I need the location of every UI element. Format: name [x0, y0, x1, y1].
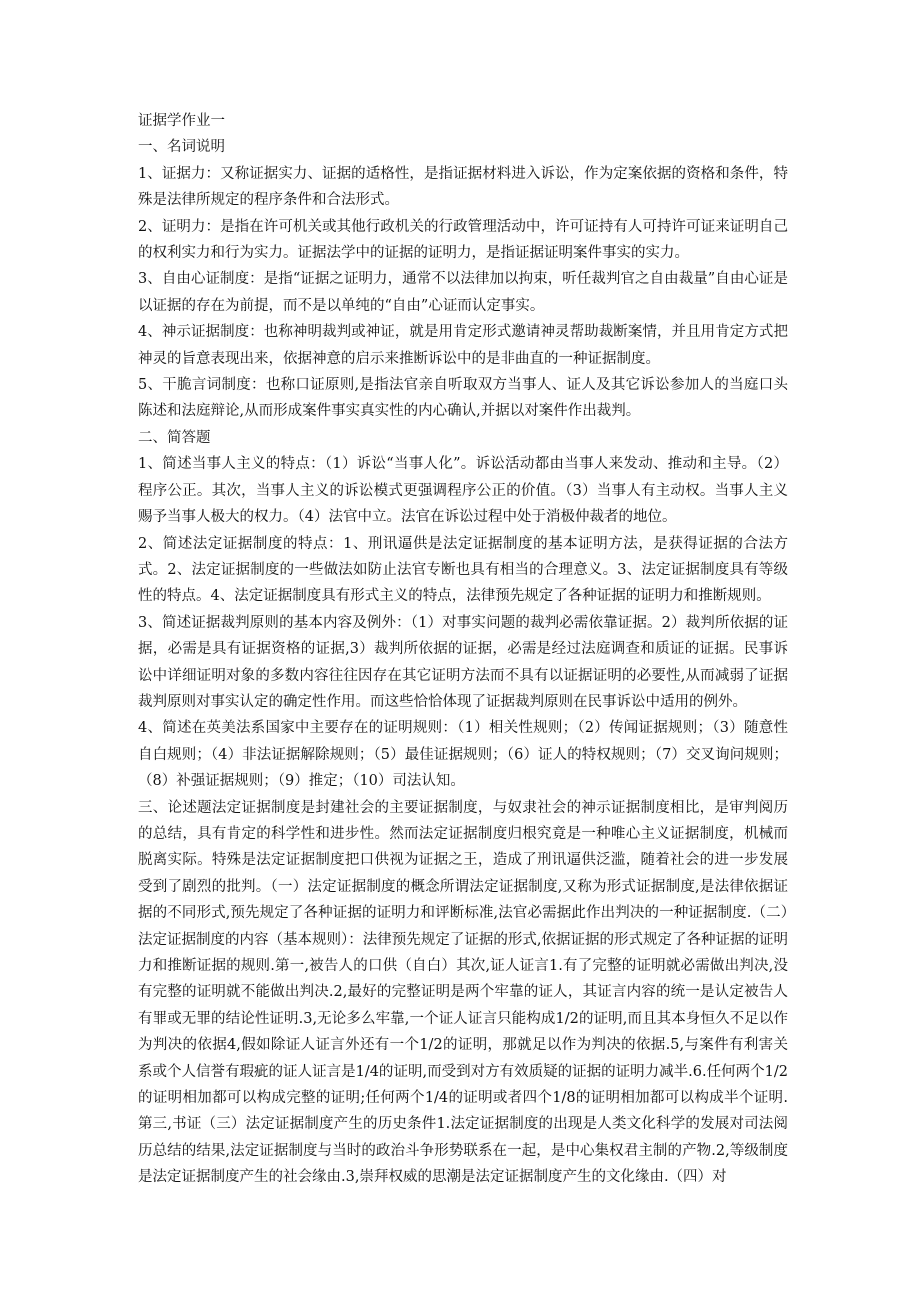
document-title: 证据学作业一: [138, 113, 225, 129]
section2-heading: 二、简答题: [138, 429, 211, 446]
answer-paragraph: 2、简述法定证据制度的特点：1、刑讯逼供是法定证据制度的基本证明方法，是获得证据的合法方式。2、法定证据制度的一些做法如防止法官专断也具有相当的合理意义。3、法定证据制度具有等级性的特点。4、法定证据制度具有形式主义的特点，法律预先规定了各种证据的证明力和推断规则。: [138, 535, 788, 605]
answer-paragraph: 3、简述证据裁判原则的基本内容及例外：（1）对事实问题的裁判必需依靠证据。2）裁判所依据的证据，必需是具有证据资格的证据,3）裁判所依据的证据，必需是经过法庭调查和质证的证据。民事诉讼中详细证明对象的多数内容往往因存在其它证明方法而不具有以证据证明的必要性,从而减弱了证据裁判原则对事实认定的确定性作用。而这些恰恰体现了证据裁判原则在民事诉讼中适用的例外。: [138, 614, 788, 710]
definition-paragraph: 1、证据力：又称证据实力、证据的适格性，是指证据材料进入诉讼，作为定案依据的资格和条件，特殊是法律所规定的程序条件和合法形式。: [138, 165, 788, 209]
definition-paragraph: 2、证明力：是指在许可机关或其他行政机关的行政管理活动中，许可证持有人可持许可证来证明自己的权利实力和行为实力。证据法学中的证据的证明力，是指证据证明案件事实的实力。: [138, 218, 788, 262]
document-page: [138, 108, 788, 1191]
answer-paragraph: 1、简述当事人主义的特点：（1）诉讼“当事人化”。诉讼活动都由当事人来发动、推动和主导。（2）程序公正。其次，当事人主义的诉讼模式更强调程序公正的价值。（3）当事人有主动权。当事人主义赐予当事人极大的权力。（4）法官中立。法官在诉讼过程中处于消极仲裁者的地位。: [138, 456, 788, 526]
essay-paragraph: 三、论述题法定证据制度是封建社会的主要证据制度，与奴隶社会的神示证据制度相比，是审判阅历的总结，具有肯定的科学性和进步性。然而法定证据制度归根究竟是一种唯心主义证据制度，机械而脱离实际。特殊是法定证据制度把口供视为证据之王，造成了刑讯逼供泛滥，随着社会的进一步发展受到了剧烈的批判。（一）法定证据制度的概念所谓法定证据制度,又称为形式证据制度,是法律依据证据的不同形式,预先规定了各种证据的证明力和评断标准,法官必需据此作出判决的一种证据制度.（二）法定证据制度的内容（基本规则）：法律预先规定了证据的形式,依据证据的形式规定了各种证据的证明力和推断证据的规则.第一,被告人的口供（自白）其次,证人证言1.有了完整的证明就必需做出判决,没有完整的证明就不能做出判决.2,最好的完整证明是两个牢靠的证人，其证言内容的统一是认定被告人有罪或无罪的结论性证明.3,无论多么牢靠,一个证人证言只能构成1/2的证明,而且其本身恒久不足以作为判决的依据4,假如除证人证言外还有一个1/2的证明，那就足以作为判决的依据.5,与案件有利害关系或个人信誉有瑕疵的证人证言是1/4的证明,而受到对方有效质疑的证据的证明力减半.6.任何两个1/2的证明相加都可以构成完整的证明;任何两个1/4的证明或者四个1/8的证明相加都可以构成半个证明.第三,书证（三）法定证据制度产生的历史条件1.法定证据制度的出现是人类文化科学的发展对司法阅历总结的结果,法定证据制度与当时的政治斗争形势联系在一起，是中心集权君主制的产物.2,等级制度是法定证据制度产生的社会缘由.3,崇拜权威的思潮是法定证据制度产生的文化缘由.（四）对: [138, 799, 788, 1186]
section1-heading: 一、名词说明: [138, 139, 225, 156]
definition-paragraph: 5、干脆言词制度：也称口证原则,是指法官亲自听取双方当事人、证人及其它诉讼参加人的当庭口头陈述和法庭辩论,从而形成案件事实真实性的内心确认,并据以对案件作出裁判。: [138, 377, 788, 420]
definition-paragraph: 4、神示证据制度：也称神明裁判或神证，就是用肯定形式邀请神灵帮助裁断案情，并且用肯定方式把神灵的旨意表现出来，依据神意的启示来推断诉讼中的是非曲直的一种证据制度。: [138, 324, 788, 367]
answer-paragraph: 4、简述在英美法系国家中主要存在的证明规则：（1）相关性规则；（2）传闻证据规则；（3）随意性自白规则；（4）非法证据解除规则；（5）最佳证据规则；（6）证人的特权规则；（7）交叉询问规则；（8）补强证据规则；（9）推定；（10）司法认知。: [138, 720, 788, 790]
definition-paragraph: 3、自由心证制度：是指“证据之证明力，通常不以法律加以拘束，听任裁判官之自由裁量”自由心证是以证据的存在为前提，而不是以单纯的“自由”心证而认定事实。: [138, 271, 788, 314]
